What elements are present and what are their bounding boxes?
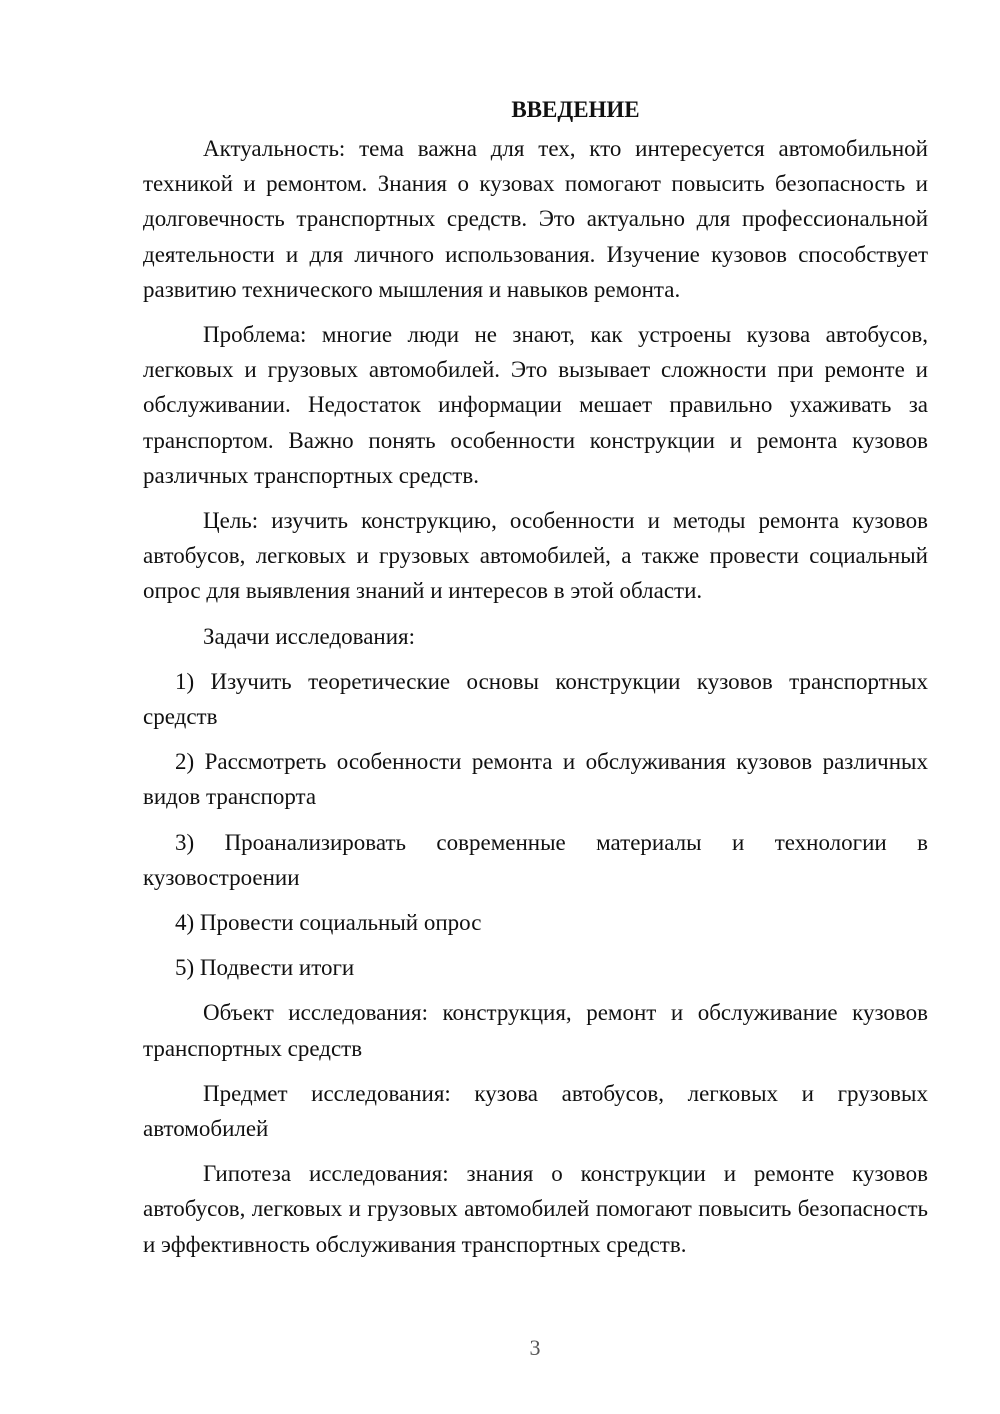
relevance-paragraph: Актуальность: тема важна для тех, кто интересуется автомобильной техникой и ремонтом. Знания о кузовах помогают повысить безопасность и долговечность транспортных средств. Это актуально для профессиональной деятельности и для личного использования. Изучение кузовов способствует развитию технического мышления и навыков ремонта.: [143, 136, 928, 302]
task-item: 5) Подвести итоги: [175, 955, 355, 981]
document-body: [143, 92, 928, 1272]
problem-paragraph: Проблема: многие люди не знают, как устроены кузова автобусов, легковых и грузовых автомобилей. Это вызывает сложности при ремонте и обслуживании. Недостаток информации мешает правильно ухаживать за транспортом. Важно понять особенности конструкции и ремонта кузовов различных транспортных средств.: [143, 322, 928, 488]
page-number: 3: [529, 1335, 541, 1360]
page-title: ВВЕДЕНИЕ: [511, 97, 640, 122]
goal-paragraph: Цель: изучить конструкцию, особенности и методы ремонта кузовов автобусов, легковых и грузовых автомобилей, а также провести социальный опрос для выявления знаний и интересов в этой области.: [143, 508, 928, 604]
object-paragraph: Объект исследования: конструкция, ремонт и обслуживание кузовов транспортных средств: [143, 1000, 928, 1061]
subject-paragraph: Предмет исследования: кузова автобусов, легковых и грузовых автомобилей: [143, 1080, 928, 1142]
task-item: 2) Рассмотреть особенности ремонта и обслуживания кузовов различных видов транспорта: [143, 749, 928, 810]
task-item: 3) Проанализировать современные материалы и технологии в кузовостроении: [143, 829, 928, 890]
task-item: 4) Провести социальный опрос: [175, 910, 482, 936]
hypothesis-paragraph: Гипотеза исследования: знания о конструкции и ремонте кузовов автобусов, легковых и грузовых автомобилей помогают повысить безопасность и эффективность обслуживания транспортных средств.: [143, 1161, 928, 1257]
task-item: 1) Изучить теоретические основы конструкции кузовов транспортных средств: [143, 668, 928, 730]
tasks-heading: Задачи исследования:: [203, 623, 416, 649]
